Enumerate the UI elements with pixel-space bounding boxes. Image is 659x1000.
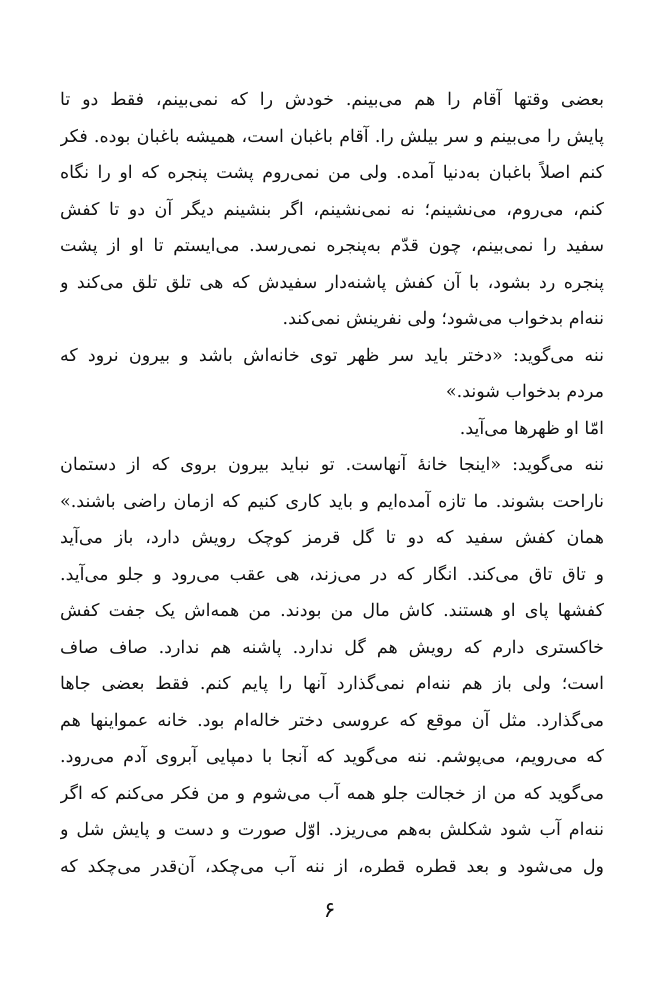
text-line: همان کفش سفید که دو تا گل قرمز کوچک رویش دارد، باز می‌آید [60,528,604,548]
text-line: و تاق تاق می‌کند. انگار که در می‌زند، هی عقب می‌رود و جلو می‌آید. [60,564,604,585]
page-number: ۶ [323,898,336,923]
text-line: کنم اصلاً باغبان به‌دنیا آمده. ولی من نمی‌روم پشت پنجره که او را نگاه [60,163,604,183]
text-line: پایش را می‌بینم و سر بیلش را. آقام باغبان است، همیشه باغبان بوده. فکر [60,126,604,147]
text-line: که می‌رویم، می‌پوشم. ننه می‌گوید که آنجا با دمپایی آبروی آدم می‌رود. [60,747,604,767]
text-line: پنجره رد بشود، با آن کفش پاشنه‌دار سفیدش که هی تلق تلق می‌کند و [60,272,604,293]
text-line: سفید را نمی‌بینم، چون قدّم به‌پنجره نمی‌رسد. می‌ایستم تا او از پشت [60,236,604,256]
text-line: ننه‌ام بدخواب می‌شود؛ ولی نفرینش نمی‌کند. [282,309,604,329]
text-line: می‌گوید که من از خجالت جلو همه آب می‌شوم و من فکر می‌کنم که اگر [60,783,604,804]
text-line: بعضی وقتها آقام را هم می‌بینم. خودش را که نمی‌بینم، فقط دو تا [60,90,604,110]
text-line: ننه‌ام آب شود شکلش به‌هم می‌ریزد. اوّل صورت و دست و پایش شل و [60,820,604,840]
text-line: کنم، می‌روم، می‌نشینم؛ نه نمی‌نشینم، اگر بنشینم دیگر آن دو تا کفش [60,199,604,220]
text-line: ناراحت بشوند. ما تازه آمده‌ایم و باید کاری کنیم که از‌مان راضی باشند.» [60,491,604,512]
text-line: کفشها پای او هستند. کاش مال من بودند. من همه‌اش یک جفت کفش [60,601,604,621]
book-page-text [60,82,604,885]
text-line: می‌گذارد. مثل آن موقع که عروسی دختر خاله‌ام بود. خانه عمواینها هم [60,710,604,731]
text-line: مردم بدخواب شوند.» [445,382,604,402]
text-line: ننه می‌گوید: «اینجا خانهٔ آنهاست. تو نباید بیرون بروی که از دستمان [60,455,604,475]
text-line: است؛ ولی باز هم ننه‌ام نمی‌گذارد آنها را پایم کنم. فقط بعضی جاها [60,674,604,694]
text-line: ننه می‌گوید: «دختر باید سر ظهر توی خانه‌اش باشد و بیرون نرود که [60,345,604,366]
text-line: ول می‌شود و بعد قطره قطره، از ننه آب می‌چکد، آن‌قدر می‌چکد که [60,856,604,877]
text-line: خاکستری دارم که رویش هم گل ندارد. پاشنه هم ندارد. صاف صاف [60,637,604,658]
text-line: امّا او ظهرها می‌آید. [459,418,604,439]
